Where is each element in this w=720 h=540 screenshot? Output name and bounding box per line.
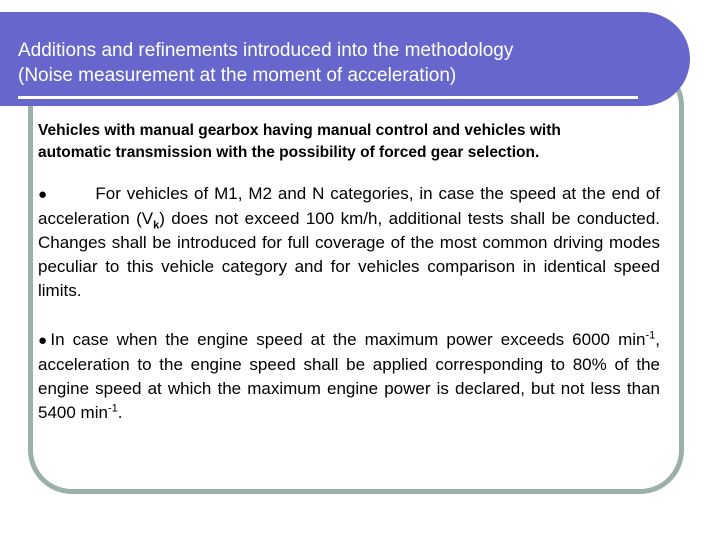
bullet-icon: ● bbox=[38, 332, 51, 349]
para2-text-b: , acceleration to the engine speed shall be applied corresponding to 80% of the engine speed at which the maximum engine power is declared, but not less than 5400 min bbox=[38, 330, 660, 422]
intro-line-1: Vehicles with manual gearbox having manual control and vehicles with bbox=[38, 122, 561, 139]
para1-subscript: k bbox=[153, 219, 160, 232]
slide-title bbox=[18, 38, 658, 88]
para2-text-a: In case when the engine speed at the maximum power exceeds 6000 min bbox=[50, 330, 646, 349]
para2-superscript-2: -1 bbox=[107, 402, 118, 415]
bullet-paragraph-1 bbox=[38, 182, 660, 303]
bullet-paragraph-2 bbox=[38, 328, 660, 425]
title-underline bbox=[18, 96, 638, 99]
title-line-1: Additions and refinements introduced into the methodology bbox=[18, 40, 514, 61]
bullet-icon: ● bbox=[38, 186, 49, 203]
para1-text-a: For vehicles of M1, M2 and N categories, in case the speed at the end of acceleration (V bbox=[38, 184, 660, 228]
intro-text bbox=[38, 120, 660, 164]
para1-text-b: ) does not exceed 100 km/h, additional tests shall be conducted. Changes shall be introduced for full coverage of the most common driving modes peculiar to this vehicle category and for vehicles comparison in identical speed limits. bbox=[38, 209, 660, 300]
para2-superscript-1: -1 bbox=[645, 329, 656, 342]
title-line-2: (Noise measurement at the moment of acceleration) bbox=[18, 65, 457, 86]
para2-text-c: . bbox=[117, 403, 123, 422]
intro-line-2: automatic transmission with the possibility of forced gear selection. bbox=[38, 144, 540, 161]
